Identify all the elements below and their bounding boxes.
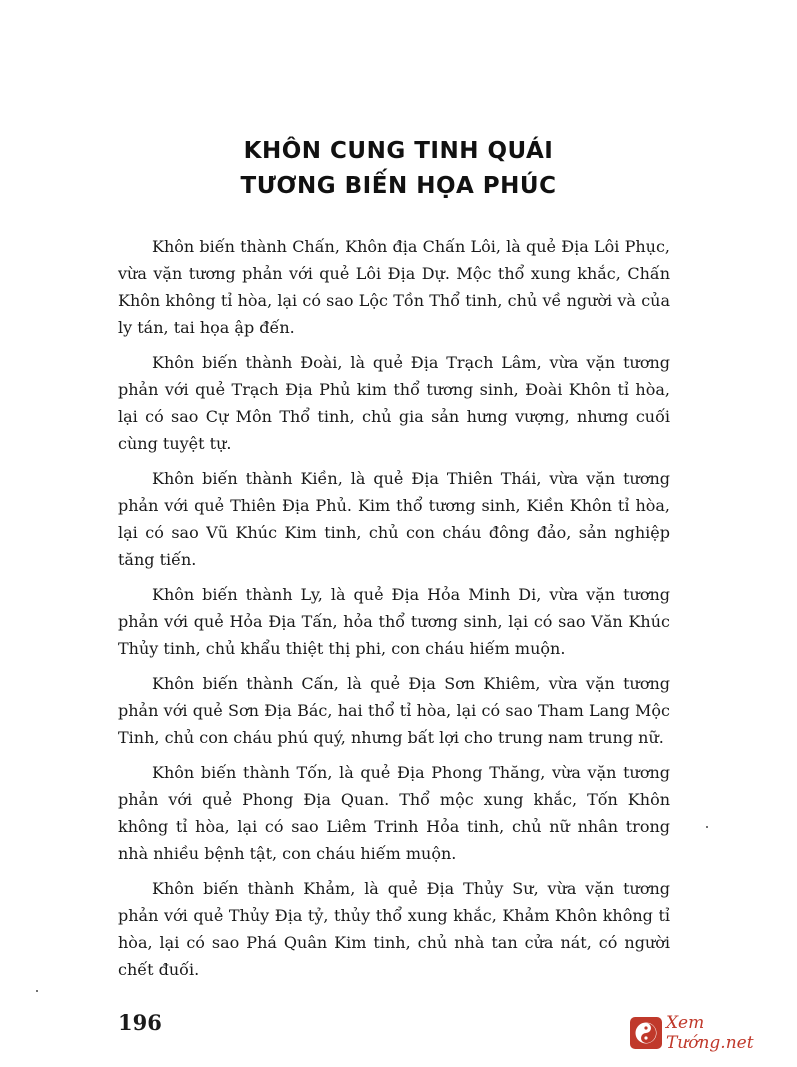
page-number: 196 [118,1010,162,1035]
paragraph: Khôn biến thành Đoài, là quẻ Địa Trạch Lâm, vừa vặn tương phản với quẻ Trạch Địa Phủ kim thổ tương sinh, Đoài Khôn tỉ hòa, lại có sao Cự Môn Thổ tinh, chủ gia sản hưng vượng, nhưng cuối cùng tuyệt tự. [118,353,670,453]
paragraph: Khôn biến thành Khảm, là quẻ Địa Thủy Sư, vừa vặn tương phản với quẻ Thủy Địa tỷ, thủy thổ xung khắc, Khảm Khôn không tỉ hòa, lại có sao Phá Quân Kim tinh, chủ nhà tan cửa nát, có người chết đuối. [118,879,670,979]
paragraph: Khôn biến thành Cấn, là quẻ Địa Sơn Khiêm, vừa vặn tương phản với quẻ Sơn Địa Bác, hai thổ tỉ hòa, lại có sao Tham Lang Mộc Tinh, chủ con cháu phú quý, nhưng bất lợi cho trung nam trung nữ. [118,674,670,747]
scan-speck [706,826,708,828]
chapter-title-line-1: KHÔN CUNG TINH QUÁI [243,138,554,164]
yin-yang-icon [630,1017,662,1049]
paragraph: Khôn biến thành Kiền, là quẻ Địa Thiên Thái, vừa vặn tương phản với quẻ Thiên Địa Phủ. Kim thổ tương sinh, Kiền Khôn tỉ hòa, lại có sao Vũ Khúc Kim tinh, chủ con cháu đông đảo, sản nghiệp tăng tiến. [118,469,670,569]
paragraph: Khôn biến thành Chấn, Khôn địa Chấn Lôi, là quẻ Địa Lôi Phục, vừa vặn tương phản với quẻ Lôi Địa Dự. Mộc thổ xung khắc, Chấn Khôn không tỉ hòa, lại có sao Lộc Tồn Thổ tinh, chủ về người và của ly tán, tai họa ập đến. [118,237,670,337]
body-text [118,233,670,991]
paragraph: Khôn biến thành Ly, là quẻ Địa Hỏa Minh Di, vừa vặn tương phản với quẻ Hỏa Địa Tấn, hỏa thổ tương sinh, lại có sao Văn Khúc Thủy tinh, chủ khẩu thiệt thị phi, con cháu hiếm muộn. [118,585,670,658]
paragraph: Khôn biến thành Tốn, là quẻ Địa Phong Thăng, vừa vặn tương phản với quẻ Phong Địa Quan. Thổ mộc xung khắc, Tốn Khôn không tỉ hòa, lại có sao Liêm Trinh Hỏa tinh, chủ nữ nhân trong nhà nhiều bệnh tật, con cháu hiếm muộn. [118,763,670,863]
watermark-text: Xem Tướng.net [665,1013,754,1053]
scan-speck [36,990,38,992]
watermark [630,1013,797,1053]
chapter-title-line-2: TƯƠNG BIẾN HỌA PHÚC [240,173,557,199]
